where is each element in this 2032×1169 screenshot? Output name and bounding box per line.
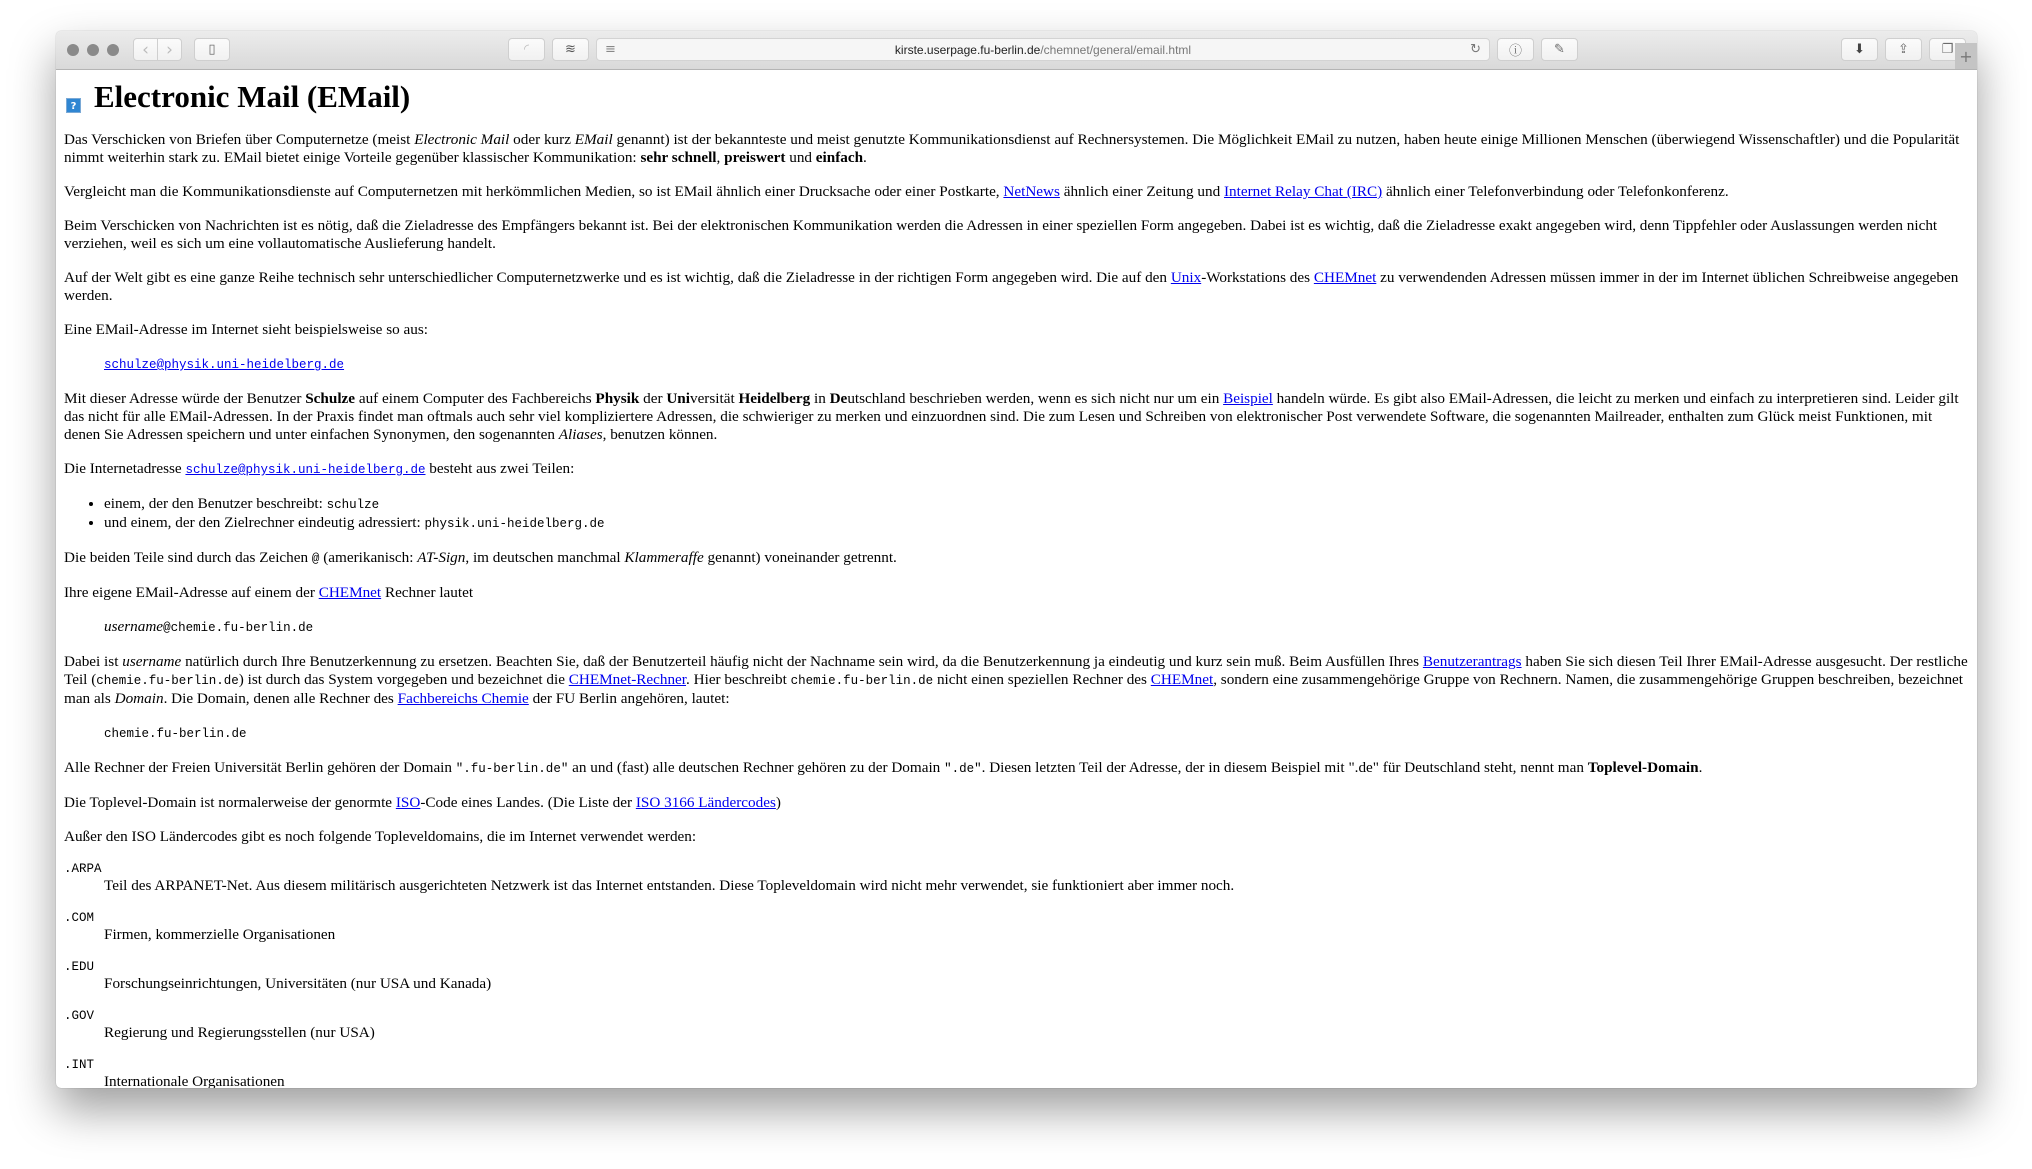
browser-window: [56, 31, 1977, 1088]
link-netnews[interactable]: NetNews: [1003, 183, 1060, 200]
url-path: /chemnet/general/email.html: [1040, 43, 1192, 57]
page-heading: [64, 79, 1968, 115]
buffer-button[interactable]: [552, 38, 589, 61]
download-button[interactable]: [1841, 38, 1878, 61]
tabs-icon: ❐: [1941, 42, 1954, 57]
domain-term: .EDU: [64, 960, 95, 974]
reader-icon[interactable]: ≡: [605, 42, 616, 57]
paragraph-networks: Auf der Welt gibt es eine ganze Reihe technisch sehr unterschiedlicher Computernetzwerke und es ist wichtig, daß die Zieladresse in der richtigen Form angegeben wird. Die auf den Unix-Workstations des CHEMnet zu verwendenden Adressen müssen immer in der im Internet üblichen Schreibweise angegeben werden.: [64, 269, 1959, 304]
reload-icon[interactable]: ↻: [1470, 42, 1481, 57]
paragraph-intro: Das Verschicken von Briefen über Computernetze (meist Electronic Mail oder kurz EMail genannt) ist der bekannteste und meist genutzte Kommunikationsdienst auf Rechnersystemen. Die Möglichkeit EMail zu nutzen, haben heute einige Millionen Menschen (überwiegend Wissenschaftler) und die Popularität nimmt weiterhin stark zu. EMail bietet einige Vorteile gegenüber klassischer Kommunikation: sehr schnell, preiswert und einfach.: [64, 131, 1960, 166]
link-beispiel[interactable]: Beispiel: [1223, 390, 1273, 407]
link-chemnet[interactable]: CHEMnet: [1313, 269, 1377, 286]
minimize-window-button[interactable]: [87, 44, 99, 56]
browser-toolbar: [56, 31, 1977, 70]
link-internet-address[interactable]: schulze@physik.uni-heidelberg.de: [185, 463, 426, 477]
close-window-button[interactable]: [67, 44, 79, 56]
domain-description: Forschungseinrichtungen, Universitäten (nur USA und Kanada): [104, 975, 492, 992]
buffer-icon: ≋: [565, 42, 576, 57]
forward-icon: ›: [166, 39, 173, 60]
url-text[interactable]: [597, 43, 1489, 57]
link-unix[interactable]: Unix: [1170, 269, 1202, 286]
page-content: [56, 70, 1977, 1088]
plus-icon: +: [1959, 46, 1973, 66]
domain-description: Firmen, kommerzielle Organisationen: [104, 926, 336, 943]
address-parts-list: [64, 495, 1968, 533]
domain-term: .COM: [64, 911, 95, 925]
download-icon: ⬇: [1854, 42, 1865, 57]
paragraph-two-parts: Die Internetadresse schulze@physik.uni-heidelberg.de besteht aus zwei Teilen:: [64, 460, 575, 477]
domain-description: Internationale Organisationen: [104, 1073, 285, 1088]
help-icon[interactable]: ?: [66, 98, 81, 113]
paragraph-fu-domain: Alle Rechner der Freien Universität Berlin gehören der Domain ".fu-berlin.de" an und (fast) alle deutschen Rechner gehören zu der Domain ".de". Diesen letzten Teil der Adresse, der in diesem Beispiel mit ".de" für Deutschland steht, nennt man Toplevel-Domain.: [64, 759, 1703, 776]
paragraph-own-address: Ihre eigene EMail-Adresse auf einem der CHEMnet Rechner lautet: [64, 584, 474, 601]
zoom-window-button[interactable]: [107, 44, 119, 56]
list-item: • und einem, der den Zielrechner eindeutig adressiert: physik.uni-heidelberg.de: [104, 514, 1968, 533]
link-example-address[interactable]: schulze@physik.uni-heidelberg.de: [104, 358, 345, 372]
rss-icon: ◜: [523, 42, 530, 57]
link-irc[interactable]: Internet Relay Chat (IRC): [1223, 183, 1383, 200]
address-bar[interactable]: [596, 38, 1490, 61]
paragraph-username: Dabei ist username natürlich durch Ihre Benutzerkennung zu ersetzen. Beachten Sie, daß der Benutzerteil häufig nicht der Nachname sein wird, da die Benutzerkennung ja eindeutig und kurz sein muß. Beim Ausfüllen Ihres Benutzerantrags haben Sie sich diesen Teil Ihrer EMail-Adresse ausgesucht. Der restliche Teil (chemie.fu-berlin.de) ist durch das System vorgegeben und bezeichnet die CHEMnet-Rechner. Hier beschreibt chemie.fu-berlin.de nicht einen speziellen Rechner des CHEMnet, sondern eine zusammengehörige Gruppe von Rechnern. Namen, die zusammengehörige Gruppen beschreiben, bezeichnet man als Domain. Die Domain, denen alle Rechner des Fachbereichs Chemie der FU Berlin angehören, lautet:: [64, 653, 1968, 707]
paragraph-at-sign: Die beiden Teile sind durch das Zeichen @ (amerikanisch: AT-Sign, im deutschen manchmal Klammeraffe genannt) voneinander getrennt.: [64, 549, 897, 566]
paragraph-address-needed: Beim Verschicken von Nachrichten ist es nötig, daß die Zieladresse des Empfängers bekannt ist. Bei der elektronischen Kommunikation werden die Adressen in einer speziellen Form angegeben. Dabei ist es wichtig, daß die Zieladresse exakt angegeben wird, denn Tippfehler oder Auslassungen werden nicht verziehen, weil es sich um eine vollautomatische Auslieferung handelt.: [64, 217, 1938, 252]
domain-example-block: chemie.fu-berlin.de: [104, 727, 247, 741]
edit-icon: ✎: [1554, 42, 1565, 57]
url-host: kirste.userpage.fu-berlin.de: [894, 43, 1041, 57]
back-button[interactable]: [133, 38, 158, 61]
link-fachbereich-chemie[interactable]: Fachbereichs Chemie: [397, 690, 529, 707]
domain-description: Teil des ARPANET-Net. Aus diesem militärisch ausgerichteten Netzwerk ist das Internet entstanden. Diese Topleveldomain wird nicht mehr verwendet, sie funktioniert aber immer noch.: [104, 877, 1235, 894]
link-chemnet-2[interactable]: CHEMnet: [318, 584, 382, 601]
page-title: Electronic Mail (EMail): [94, 79, 411, 114]
info-button[interactable]: [1497, 38, 1534, 61]
sidebar-icon: ▯: [208, 42, 216, 57]
paragraph-toplevel-intro: Außer den ISO Ländercodes gibt es noch folgende Topleveldomains, die im Internet verwendet werden:: [64, 828, 697, 845]
link-iso[interactable]: ISO: [395, 794, 421, 811]
domain-term: .GOV: [64, 1009, 95, 1023]
new-tab-button[interactable]: [1955, 43, 1977, 69]
edit-button[interactable]: [1541, 38, 1578, 61]
example-address-block: [104, 355, 1968, 374]
paragraph-example-intro: Eine EMail-Adresse im Internet sieht beispielsweise so aus:: [64, 321, 428, 338]
domain-term: .ARPA: [64, 862, 102, 876]
link-benutzerantrags[interactable]: Benutzerantrags: [1422, 653, 1522, 670]
own-address-block: username@chemie.fu-berlin.de: [104, 618, 314, 635]
link-iso-3166[interactable]: ISO 3166 Ländercodes: [635, 794, 776, 811]
toplevel-domain-list: [64, 862, 1968, 1088]
list-item: • einem, der den Benutzer beschreibt: schulze: [104, 495, 1968, 514]
info-icon: ⓘ: [1508, 44, 1522, 59]
rss-button[interactable]: [508, 38, 545, 61]
domain-term: .INT: [64, 1058, 95, 1072]
link-chemnet-rechner[interactable]: CHEMnet-Rechner: [568, 671, 687, 688]
domain-description: Regierung und Regierungsstellen (nur USA): [104, 1024, 375, 1041]
share-icon: ⇪: [1898, 42, 1909, 57]
paragraph-address-explained: Mit dieser Adresse würde der Benutzer Schulze auf einem Computer des Fachbereichs Physik der Universität Heidelberg in Deutschland beschrieben werden, wenn es sich nicht nur um ein Beispiel handeln würde. Es gibt also EMail-Adressen, die leicht zu merken und einfach zu interpretieren sind. Leider gilt das nicht für alle EMail-Adressen. In der Praxis findet man oftmals auch sehr viel kompliziertere Adressen, die schwieriger zu merken und einzuordnen sind. Die zum Lesen und Schreiben von elektronischer Post verwendete Software, die sogenannten Mailreader, enthalten zum Glück meist Funktionen, mit denen Sie Adressen speichern und unter einfachen Synonymen, den sogenannten Aliases, benutzen können.: [64, 390, 1959, 443]
share-button[interactable]: [1885, 38, 1922, 61]
link-chemnet-3[interactable]: CHEMnet: [1150, 671, 1214, 688]
forward-button[interactable]: [157, 38, 182, 61]
paragraph-iso: Die Toplevel-Domain ist normalerweise der genormte ISO-Code eines Landes. (Die Liste der ISO 3166 Ländercodes): [64, 794, 781, 811]
sidebar-button[interactable]: [194, 38, 230, 61]
paragraph-comparison: Vergleicht man die Kommunikationsdienste auf Computernetzen mit herkömmlichen Medien, so ist EMail ähnlich einer Drucksache oder einer Postkarte, NetNews ähnlich einer Zeitung und Internet Relay Chat (IRC) ähnlich einer Telefonverbindung oder Telefonkonferenz.: [64, 183, 1729, 200]
back-icon: ‹: [142, 39, 149, 60]
